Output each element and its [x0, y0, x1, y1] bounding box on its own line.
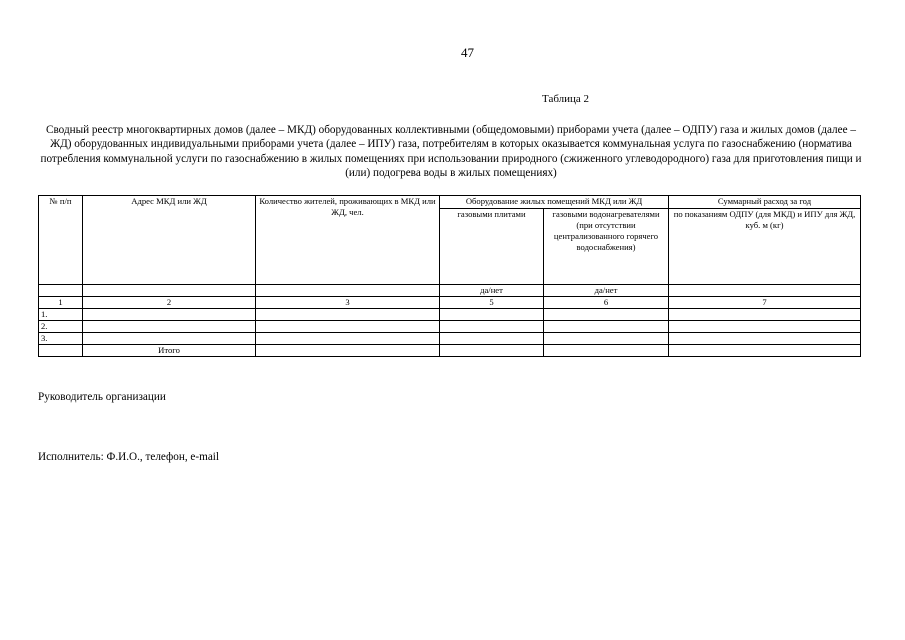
table-column-numbers-row	[39, 297, 861, 309]
header-residents: Количество жителей, проживающих в МКД или ЖД, чел.	[256, 196, 440, 285]
signature-executor: Исполнитель: Ф.И.О., телефон, e-mail	[38, 451, 219, 463]
column-number: 2	[83, 297, 256, 309]
header-equipment: Оборудование жилых помещений МКД или ЖД	[440, 196, 669, 209]
row-number: 2.	[39, 321, 83, 333]
column-number: 7	[669, 297, 861, 309]
header-consumption: Суммарный расход за год	[669, 196, 861, 209]
unit-stoves: да/нет	[440, 285, 544, 297]
table-units-row	[39, 285, 861, 297]
stoves-cell[interactable]	[440, 321, 544, 333]
header-equipment-stoves: газовыми плитами	[440, 209, 544, 285]
table-cell	[669, 285, 861, 297]
header-num: № п/п	[39, 196, 83, 285]
table-cell	[39, 285, 83, 297]
table-cell	[39, 345, 83, 357]
header-equipment-heaters: газовыми водонагревателями (при отсутствии централизованного горячего водоснабжения)	[544, 209, 669, 285]
column-number: 5	[440, 297, 544, 309]
signature-head: Руководитель организации	[38, 391, 166, 403]
unit-heaters: да/нет	[544, 285, 669, 297]
row-number: 1.	[39, 309, 83, 321]
table-total-row	[39, 345, 861, 357]
address-cell[interactable]	[83, 321, 256, 333]
residents-cell[interactable]	[256, 309, 440, 321]
column-number: 1	[39, 297, 83, 309]
table-cell[interactable]	[544, 345, 669, 357]
table-row	[39, 333, 861, 345]
header-consumption-sub: по показаниям ОДПУ (для МКД) и ИПУ для ЖД, куб. м (кг)	[669, 209, 861, 285]
table-label: Таблица 2	[542, 93, 590, 105]
table-cell[interactable]	[256, 345, 440, 357]
table-row	[39, 309, 861, 321]
stoves-cell[interactable]	[440, 309, 544, 321]
header-address: Адрес МКД или ЖД	[83, 196, 256, 285]
consumption-cell[interactable]	[669, 309, 861, 321]
column-number: 3	[256, 297, 440, 309]
table-cell[interactable]	[440, 345, 544, 357]
residents-cell[interactable]	[256, 333, 440, 345]
table-row	[39, 321, 861, 333]
table-cell	[83, 285, 256, 297]
heaters-cell[interactable]	[544, 333, 669, 345]
document-title: Сводный реестр многоквартирных домов (далее – МКД) оборудованных коллективными (общедомовыми) приборами учета (далее – ОДПУ) газа и жилых домов (далее – ЖД) оборудованных индивидуальными приборами учета (далее – ИПУ) газа, потребителям в которых оказывается коммунальная услуга по газоснабжению (норматива потребления коммунальной услуги по газоснабжению в жилых помещениях при использовании природного (сжиженного углеводородного) газа для приготовления пищи и (или) подогрева воды в жилых помещениях)	[40, 124, 862, 179]
column-number: 6	[544, 297, 669, 309]
heaters-cell[interactable]	[544, 309, 669, 321]
table-header-row	[39, 196, 861, 209]
row-number: 3.	[39, 333, 83, 345]
consumption-cell[interactable]	[669, 321, 861, 333]
stoves-cell[interactable]	[440, 333, 544, 345]
address-cell[interactable]	[83, 309, 256, 321]
consumption-cell[interactable]	[669, 333, 861, 345]
address-cell[interactable]	[83, 333, 256, 345]
residents-cell[interactable]	[256, 321, 440, 333]
heaters-cell[interactable]	[544, 321, 669, 333]
table-cell	[256, 285, 440, 297]
registry-table	[38, 195, 861, 357]
table-cell[interactable]	[669, 345, 861, 357]
total-label: Итого	[83, 345, 256, 357]
page-number: 47	[461, 45, 474, 60]
